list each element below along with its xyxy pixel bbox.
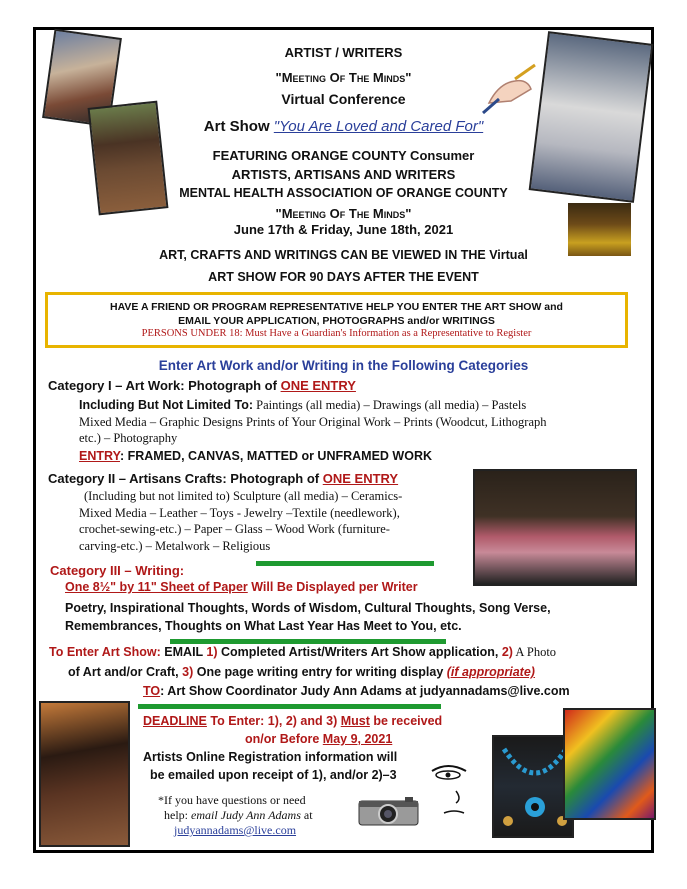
- deadline-to-enter: To Enter: 1), 2) and 3): [206, 714, 341, 728]
- viewed-line-2: ART SHOW FOR 90 DAYS AFTER THE EVENT: [208, 270, 479, 284]
- art-show-theme: "You Are Loved and Cared For": [273, 118, 484, 135]
- notice-box: [45, 292, 628, 348]
- deadline-must: Must: [340, 714, 370, 728]
- cat2-line-4: carving-etc.) – Metalwork – Religious: [79, 539, 271, 553]
- photo-woman-hat-painting: [39, 701, 130, 847]
- enter-t3em: (if appropriate): [446, 665, 535, 679]
- cat1-title-text: Category I – Art Work: Photograph of: [48, 378, 281, 393]
- deadline-on-or: on/or Before: [245, 732, 323, 746]
- cat1-line-2: Mixed Media – Graphic Designs Prints of Your Original Work – Prints (Woodcut, Lithograph: [79, 415, 547, 429]
- green-divider-1: [256, 561, 434, 566]
- deadline-label: DEADLINE: [143, 714, 207, 728]
- cat1-line-3: etc.) – Photography: [79, 431, 178, 445]
- cat3-sheet: [65, 580, 418, 594]
- enter-n1: 1): [206, 645, 218, 659]
- association-line: MENTAL HEALTH ASSOCIATION OF ORANGE COUNTY: [179, 186, 508, 200]
- enter-to-label: TO: [143, 684, 161, 698]
- photo-crafts-table: [473, 469, 637, 586]
- notice-line-2: EMAIL YOUR APPLICATION, PHOTOGRAPHS and/or WRITINGS: [178, 315, 495, 327]
- enter-t2b: of Art and/or Craft,: [68, 665, 183, 679]
- enter-n3: 3): [182, 665, 194, 679]
- enter-email: EMAIL: [160, 645, 207, 659]
- questions-line-1: *If you have questions or need: [158, 793, 306, 807]
- cat3-line-2: Remembrances, Thoughts on What Last Year Has Meet to You, etc.: [65, 619, 462, 633]
- cat2-line-3: crochet-sewing-etc.) – Paper – Glass – Wood Work (furniture-: [79, 522, 390, 536]
- cat1-title: [48, 378, 356, 393]
- deadline-be-received: be received: [369, 714, 443, 728]
- cat3-sheet-rest: Will Be Displayed per Writer: [247, 580, 418, 594]
- photo-abstract-face-painting: [563, 708, 656, 820]
- enter-n2: 2): [501, 645, 513, 659]
- notice-line-1: HAVE A FRIEND OR PROGRAM REPRESENTATIVE HELP YOU ENTER THE ART SHOW and: [110, 301, 563, 313]
- cat2-line-2: Mixed Media – Leather – Toys - Jewelry –Textile (needlework),: [79, 506, 400, 520]
- cat2-line-1: (Including but not limited to) Sculpture (all media) – Ceramics-: [84, 489, 403, 503]
- cat3-sheet-em: One 8½" by 11" Sheet of Paper: [65, 580, 248, 594]
- title-artist-writers: ARTIST / WRITERS: [284, 45, 403, 60]
- featuring-line: FEATURING ORANGE COUNTY Consumer: [212, 148, 475, 163]
- deadline-date: May 9, 2021: [322, 732, 393, 746]
- meeting-line: "Meeting Of The Minds": [275, 206, 412, 221]
- questions-at: at: [300, 808, 313, 822]
- deadline-line-2: [245, 732, 392, 746]
- questions-email-link[interactable]: judyannadams@live.com: [174, 823, 297, 837]
- registration-line-1: Artists Online Registration information will: [143, 750, 398, 764]
- questions-line-2: [164, 808, 313, 823]
- photo-face-sketch: [426, 751, 492, 821]
- cat1-entry: [79, 449, 432, 463]
- categories-heading: Enter Art Work and/or Writing in the Following Categories: [158, 358, 529, 373]
- photo-jewelry: [492, 735, 574, 838]
- cat1-title-em: ONE ENTRY: [280, 378, 356, 393]
- deadline-line-1: [143, 714, 442, 728]
- registration-line-2: be emailed upon receipt of 1), and/or 2)–3: [150, 768, 397, 782]
- enter-to-line: [143, 684, 570, 698]
- viewed-line-1: ART, CRAFTS AND WRITINGS CAN BE VIEWED IN THE Virtual: [159, 248, 528, 262]
- title-virtual-conference: Virtual Conference: [281, 91, 406, 107]
- enter-t2a: A Photo: [512, 645, 557, 659]
- cat1-incl-label: Including But Not Limited To:: [79, 398, 254, 412]
- cat1-including: [79, 398, 526, 413]
- artists-line: ARTISTS, ARTISANS AND WRITERS: [231, 167, 456, 182]
- green-divider-2: [170, 639, 446, 644]
- enter-line-2: [68, 665, 535, 679]
- enter-t3: One page writing entry for writing display: [193, 665, 447, 679]
- cat1-entry-label: ENTRY: [79, 449, 120, 463]
- photo-camera: [357, 795, 420, 827]
- cat2-title-text: Category II – Artisans Crafts: Photograph of: [48, 471, 323, 486]
- questions-email-name: email Judy Ann Adams: [191, 808, 301, 822]
- enter-label: To Enter Art Show:: [49, 645, 161, 659]
- green-divider-3: [138, 704, 441, 709]
- cat3-line-1: Poetry, Inspirational Thoughts, Words of Wisdom, Cultural Thoughts, Song Verse,: [65, 601, 551, 615]
- cat1-incl-text: Paintings (all media) – Drawings (all media) – Pastels: [253, 398, 527, 412]
- enter-line-1: [49, 645, 556, 660]
- dates-line: June 17th & Friday, June 18th, 2021: [233, 222, 454, 237]
- title-meeting-minds: "Meeting Of The Minds": [275, 70, 412, 85]
- questions-help: help:: [164, 808, 191, 822]
- enter-to-text: : Art Show Coordinator Judy Ann Adams at judyannadams@live.com: [160, 684, 570, 698]
- cat2-title: [48, 471, 398, 486]
- art-show-title-line: [0, 118, 687, 136]
- enter-t1: Completed Artist/Writers Art Show application,: [217, 645, 502, 659]
- cat1-entry-text: : FRAMED, CANVAS, MATTED or UNFRAMED WORK: [119, 449, 432, 463]
- cat3-title: Category III – Writing:: [50, 563, 185, 578]
- cat2-title-em: ONE ENTRY: [322, 471, 399, 486]
- art-show-prefix: Art Show: [203, 118, 274, 135]
- notice-line-3: PERSONS UNDER 18: Must Have a Guardian's Information as a Representative to Register: [141, 328, 532, 339]
